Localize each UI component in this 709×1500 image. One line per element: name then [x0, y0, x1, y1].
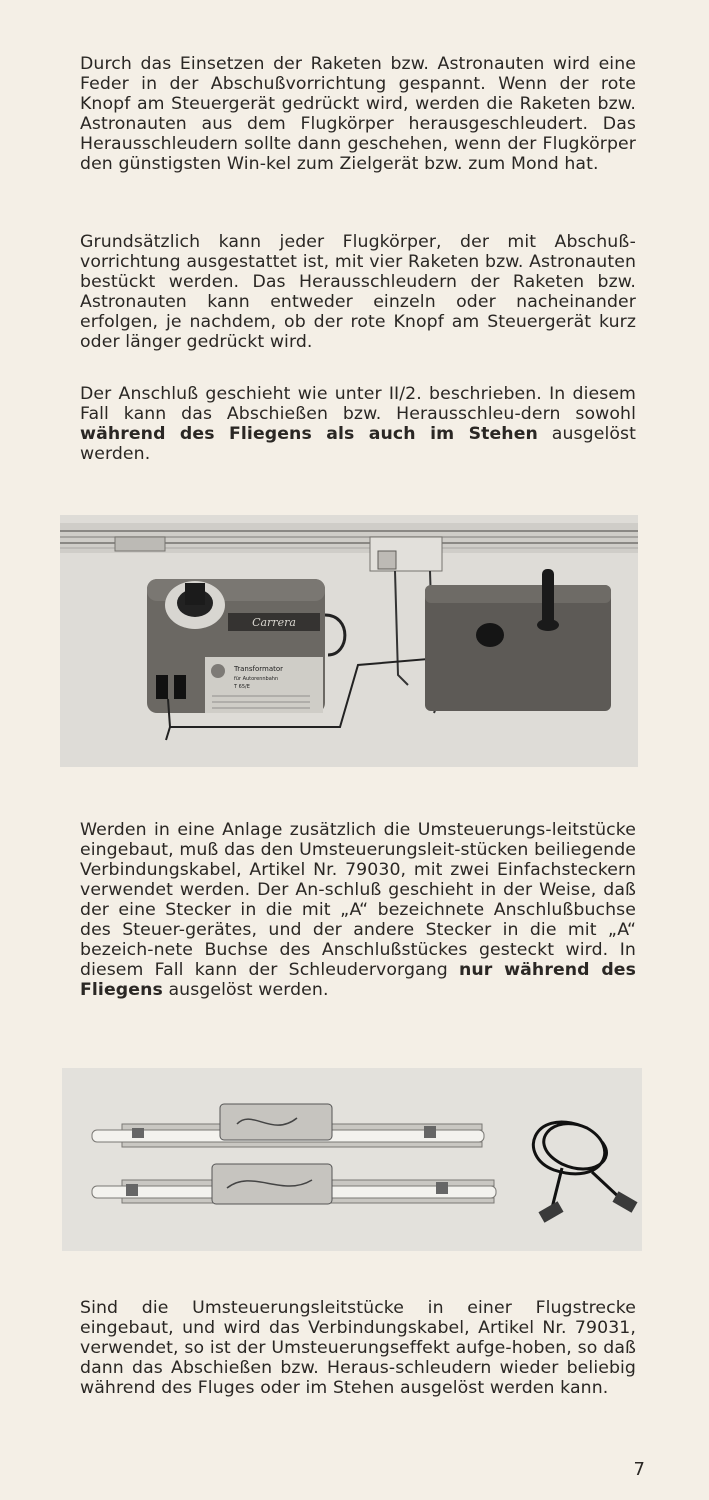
- transformer-controller-illustration: [60, 515, 638, 767]
- transformer-logo: Carrera: [252, 616, 296, 629]
- paragraph-connection: [80, 384, 636, 464]
- bold-text: nur während des Fliegens: [80, 960, 637, 1000]
- photo-transformer-and-controller: [60, 515, 638, 767]
- bold-text: während des Fliegens als auch im Stehen: [80, 424, 538, 444]
- paragraph-cable-79031: [80, 1298, 636, 1398]
- text-run: Grundsätzlich kann jeder Flugkörper, der mit Abschuß-vorrichtung ausgestattet ist, mit vier Raketen bzw. Astronauten bestückt werden. Das Herausschleudern der Raketen bzw. Astronauten kann entweder einzeln oder nacheinander erfolgen, je nachdem, ob der rote Knopf am Steuergerät kurz oder länger gedrückt wird.: [80, 232, 636, 352]
- text-run: Der Anschluß geschieht wie unter II/2. beschrieben. In diesem Fall kann das Abschießen bzw. Herausschleu-dern sowohl: [80, 384, 636, 424]
- text-run: Sind die Umsteuerungsleitstücke in einer Flugstrecke eingebaut, und wird das Verbindungskabel, Artikel Nr. 79031, verwendet, so ist der Umsteuerungseffekt aufge-hoben, so daß dann das Abschießen bzw. Heraus-schleudern wieder beliebig während des Fluges oder im Stehen ausgelöst werden kann.: [80, 1298, 636, 1398]
- text-run: ausgelöst werden.: [80, 424, 636, 464]
- text-run: Durch das Einsetzen der Raketen bzw. Astronauten wird eine Feder in der Abschußvorrichtung gespannt. Wenn der rote Knopf am Steuergerät gedrückt wird, werden die Raketen bzw. Astronauten aus dem Flugkörper herausgeschleudert. Das Herausschleudern sollte dann geschehen, wenn der Flugkörper den günstigsten Win-kel zum Zielgerät bzw. zum Mond hat.: [80, 54, 636, 174]
- reversal-pieces-illustration: [62, 1068, 642, 1251]
- plate-model: T 65/E: [234, 684, 250, 690]
- text-run: ausgelöst werden.: [162, 980, 329, 1000]
- page-number: 7: [633, 1459, 645, 1480]
- paragraph-reversal-pieces: [80, 820, 636, 1000]
- photo-reversal-pieces-and-cable: [62, 1068, 642, 1251]
- paragraph-rocket-loading: [80, 232, 636, 352]
- plate-sub: für Autorennbahn: [234, 676, 279, 682]
- text-run: Werden in eine Anlage zusätzlich die Umsteuerungs-leitstücke eingebaut, muß das den Umsteuerungsleit-stücken beiliegende Verbindungskabel, Artikel Nr. 79030, mit zwei Einfachsteckern verwendet werden. Der An-schluß geschieht in der Weise, daß der eine Stecker in die mit „A“ bezeichnete Anschlußbuchse des Steuer-gerätes, und der andere Stecker in die mit „A“ bezeich-nete Buchse des Anschlußstückes gesteckt wird. In diesem Fall kann der Schleudervorgang: [80, 820, 636, 980]
- plate-title: Transformator: [234, 665, 284, 673]
- paragraph-launch-mechanism: [80, 54, 636, 174]
